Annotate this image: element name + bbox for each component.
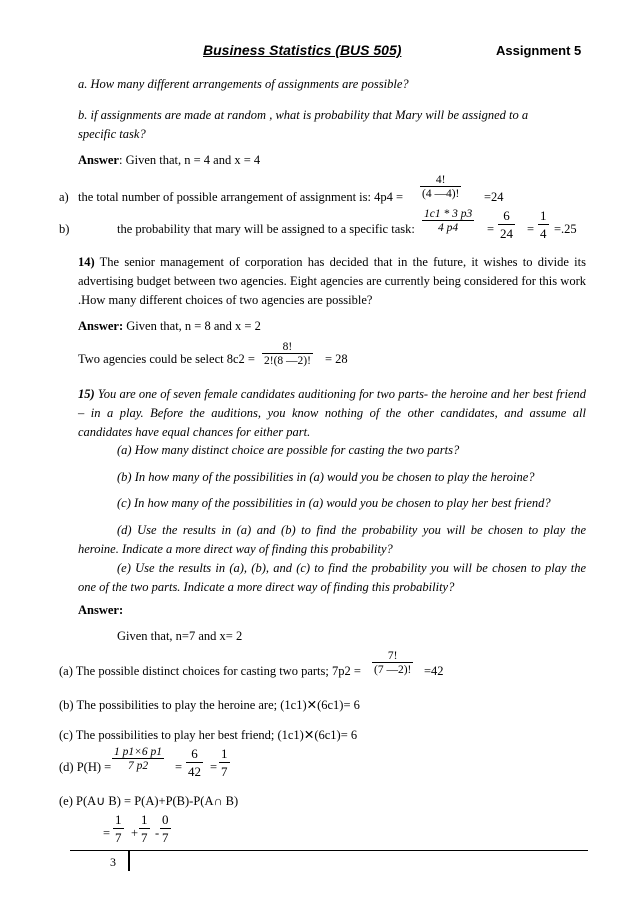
q13-b-fraction-1	[422, 208, 474, 234]
fraction-denominator: 24	[500, 226, 513, 241]
fraction-numerator: 6	[503, 208, 510, 223]
q15-ans-a-text: (a) The possible distinct choices for casting two parts; 7p2 =	[59, 664, 361, 678]
document-title: Business Statistics (BUS 505)	[203, 42, 402, 58]
q13-part-b-line2: specific task?	[78, 127, 146, 141]
answer-text: Given that, n = 8 and x = 2	[123, 319, 261, 333]
q14-calc-text: Two agencies could be select 8c2 =	[78, 352, 255, 366]
q15-answer-label: Answer:	[78, 603, 124, 617]
q15-ans-e-fraction-2	[139, 812, 150, 846]
fraction-denominator: 42	[188, 764, 201, 779]
fraction-numerator: 1	[115, 812, 122, 827]
question-number: 14)	[78, 255, 95, 269]
q15-ans-d-fraction-2	[186, 746, 203, 780]
fraction-denominator: (4 —4)!	[422, 188, 460, 200]
q15-ans-c: (c) The possibilities to play her best friend; (1c1)✕(6c1)= 6	[59, 728, 358, 742]
q13-a-text: the total number of possible arrangement of assignment is: 4p4 =	[78, 190, 404, 204]
fraction-numerator: 6	[191, 746, 198, 761]
q13-b-fraction-2	[498, 208, 515, 242]
q13-part-b-line1: b. if assignments are made at random , what is probability that Mary will be assigned to a	[78, 108, 529, 122]
page-number: 3	[110, 855, 116, 869]
fraction-numerator: 4!	[435, 174, 446, 186]
fraction-denominator: 7	[115, 830, 122, 845]
fraction-denominator: 4 p4	[422, 220, 474, 234]
q15-part-d: (d) Use the results in (a) and (b) to find the probability you will be chosen to play the heroine. Indicate a more direct way of finding this probability?	[78, 523, 586, 556]
q15-ans-d-fraction-3	[219, 746, 230, 780]
q14-answer	[78, 319, 261, 334]
equals-sign: =	[103, 826, 111, 840]
q13-b-marker: b)	[59, 222, 70, 236]
fraction-numerator: 1c1 * 3 p3	[424, 208, 473, 220]
fraction-denominator: (7 —2)!	[374, 664, 412, 676]
answer-text: : Given that, n = 4 and x = 4	[118, 153, 261, 167]
q13-b-text: the probability that mary will be assigned to a specific task:	[117, 222, 415, 236]
q14-fraction	[262, 341, 313, 367]
q13-a-fraction	[420, 174, 461, 200]
q15-ans-e: (e) P(A∪ B) = P(A)+P(B)-P(A∩ B)	[59, 794, 239, 808]
q15-ans-a-fraction	[372, 650, 413, 676]
fraction-numerator: 8!	[282, 341, 293, 353]
fraction-denominator: 7	[162, 830, 169, 845]
fraction-numerator: 1	[141, 812, 148, 827]
q14-question	[78, 253, 586, 310]
fraction-denominator: 2!(8 —2)!	[264, 355, 311, 367]
q13-part-a: a. How many different arrangements of assignments are possible?	[78, 77, 409, 91]
question-text: The senior management of corporation has decided that in the future, it wishes to divide its advertising budget between two agencies. Eight agencies are currently being considered for this work .How many different choices of two agencies are possible?	[78, 255, 586, 307]
q15-part-e: (e) Use the results in (a), (b), and (c) to find the probability you will be chosen to play the one of the two parts. Indicate a more direct way of finding this probability?	[78, 561, 586, 594]
equals-sign: =	[210, 760, 218, 774]
minus-sign: -	[155, 826, 160, 840]
q13-answer	[78, 153, 260, 168]
q15-given: Given that, n=7 and x= 2	[117, 629, 243, 643]
q13-a-result: =24	[484, 190, 504, 204]
fraction-numerator: 1 p1×6 p1	[114, 746, 163, 758]
q15-ans-a-result: =42	[424, 664, 444, 678]
q13-b-fraction-3	[538, 208, 549, 242]
q15-question	[78, 385, 586, 442]
fraction-numerator: 7!	[387, 650, 398, 662]
question-text: You are one of seven female candidates auditioning for two parts- the heroine and her best friend – in a play. Before the auditions, you know nothing of the other candidates, and assume all candidates have equal chances for either part.	[78, 387, 586, 439]
plus-sign: +	[131, 826, 139, 840]
fraction-denominator: 7	[141, 830, 148, 845]
question-number: 15)	[78, 387, 95, 401]
q13-a-marker: a)	[59, 190, 69, 204]
q15-ans-d-fraction-1	[112, 746, 164, 772]
equals-sign: =	[487, 222, 495, 236]
fraction-numerator: 1	[540, 208, 547, 223]
q15-ans-d-label: (d) P(H) =	[59, 760, 112, 774]
fraction-denominator: 7 p2	[112, 758, 164, 772]
q15-ans-b: (b) The possibilities to play the heroine are; (1c1)✕(6c1)= 6	[59, 698, 360, 712]
q15-ans-e-fraction-1	[113, 812, 124, 846]
fraction-numerator: 0	[162, 812, 169, 827]
answer-label: Answer:	[78, 319, 124, 333]
equals-sign: =	[527, 222, 535, 236]
fraction-numerator: 1	[221, 746, 228, 761]
q15-part-c: (c) In how many of the possibilities in (a) would you be chosen to play her best friend?	[117, 496, 551, 510]
footer-divider	[70, 850, 588, 851]
answer-label: Answer	[78, 153, 119, 167]
equals-sign: =	[175, 760, 183, 774]
q13-b-result: =.25	[554, 222, 577, 236]
q14-result: = 28	[325, 352, 348, 366]
q15-part-b: (b) In how many of the possibilities in (a) would you be chosen to play the heroine?	[117, 470, 535, 484]
page-number-bar	[128, 851, 130, 871]
fraction-denominator: 4	[540, 226, 547, 241]
assignment-label: Assignment 5	[496, 43, 582, 58]
q15-ans-e-fraction-3	[160, 812, 171, 846]
fraction-denominator: 7	[221, 764, 228, 779]
q15-part-a: (a) How many distinct choice are possible for casting the two parts?	[117, 443, 460, 457]
